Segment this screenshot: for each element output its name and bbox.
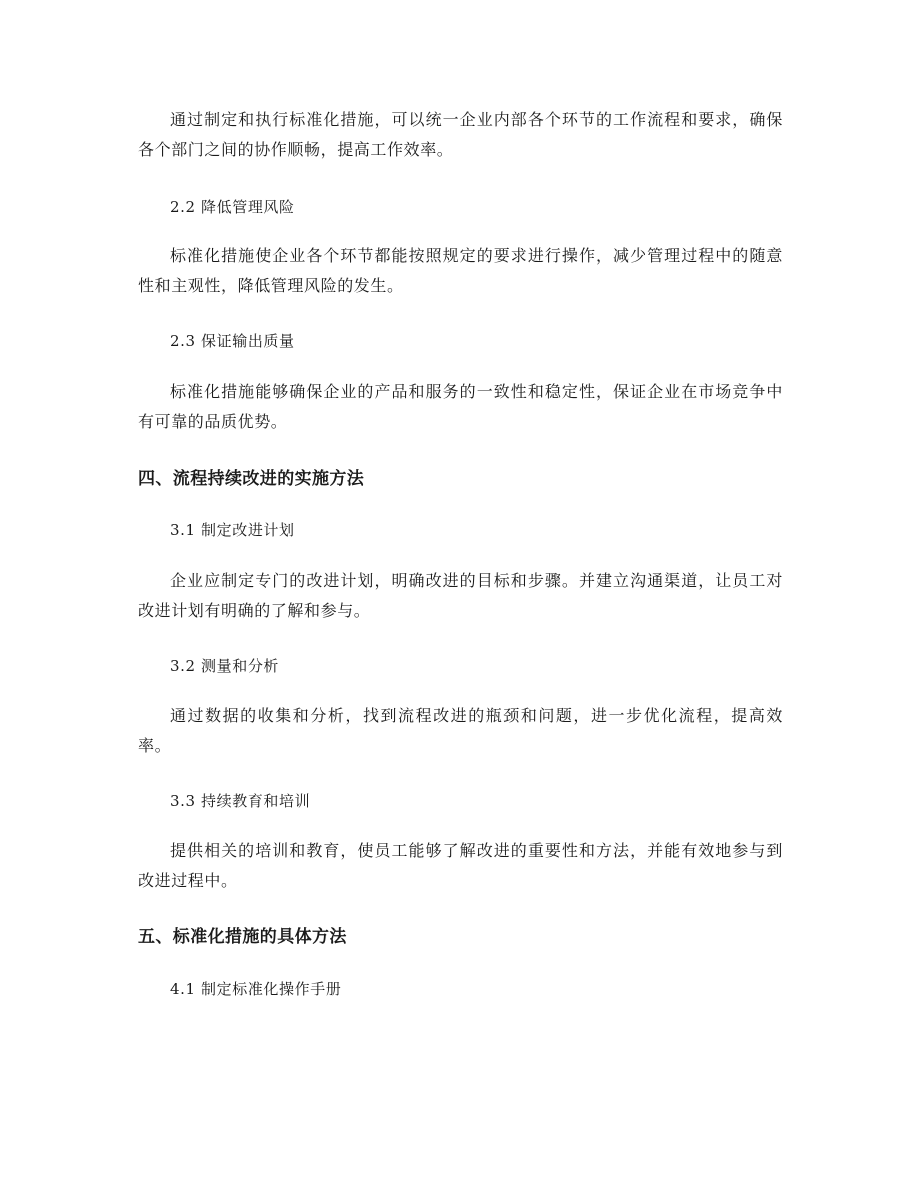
- subheading-3-2: 3.2 测量和分析: [170, 657, 280, 675]
- section-heading-4: 四、流程持续改进的实施方法: [138, 469, 365, 489]
- subheading-3-3: 3.3 持续教育和培训: [170, 792, 311, 810]
- subheading-4-1: 4.1 制定标准化操作手册: [170, 980, 342, 998]
- subheading-2-2: 2.2 降低管理风险: [170, 198, 295, 216]
- paragraph-risk: 标准化措施使企业各个环节都能按照规定的要求进行操作，减少管理过程中的随意性和主观性，降低管理风险的发生。: [138, 246, 783, 295]
- paragraph-analysis: 通过数据的收集和分析，找到流程改进的瓶颈和问题，进一步优化流程，提高效率。: [138, 706, 783, 755]
- paragraph-quality: 标准化措施能够确保企业的产品和服务的一致性和稳定性，保证企业在市场竞争中有可靠的品质优势。: [138, 382, 783, 431]
- paragraph-efficiency: 通过制定和执行标准化措施，可以统一企业内部各个环节的工作流程和要求，确保各个部门之间的协作顺畅，提高工作效率。: [138, 110, 783, 159]
- paragraph-training: 提供相关的培训和教育，使员工能够了解改进的重要性和方法，并能有效地参与到改进过程中。: [138, 841, 783, 890]
- subheading-3-1: 3.1 制定改进计划: [170, 521, 295, 539]
- paragraph-plan: 企业应制定专门的改进计划，明确改进的目标和步骤。并建立沟通渠道，让员工对改进计划有明确的了解和参与。: [138, 571, 783, 620]
- subheading-2-3: 2.3 保证输出质量: [170, 332, 295, 350]
- section-heading-5: 五、标准化措施的具体方法: [138, 927, 347, 947]
